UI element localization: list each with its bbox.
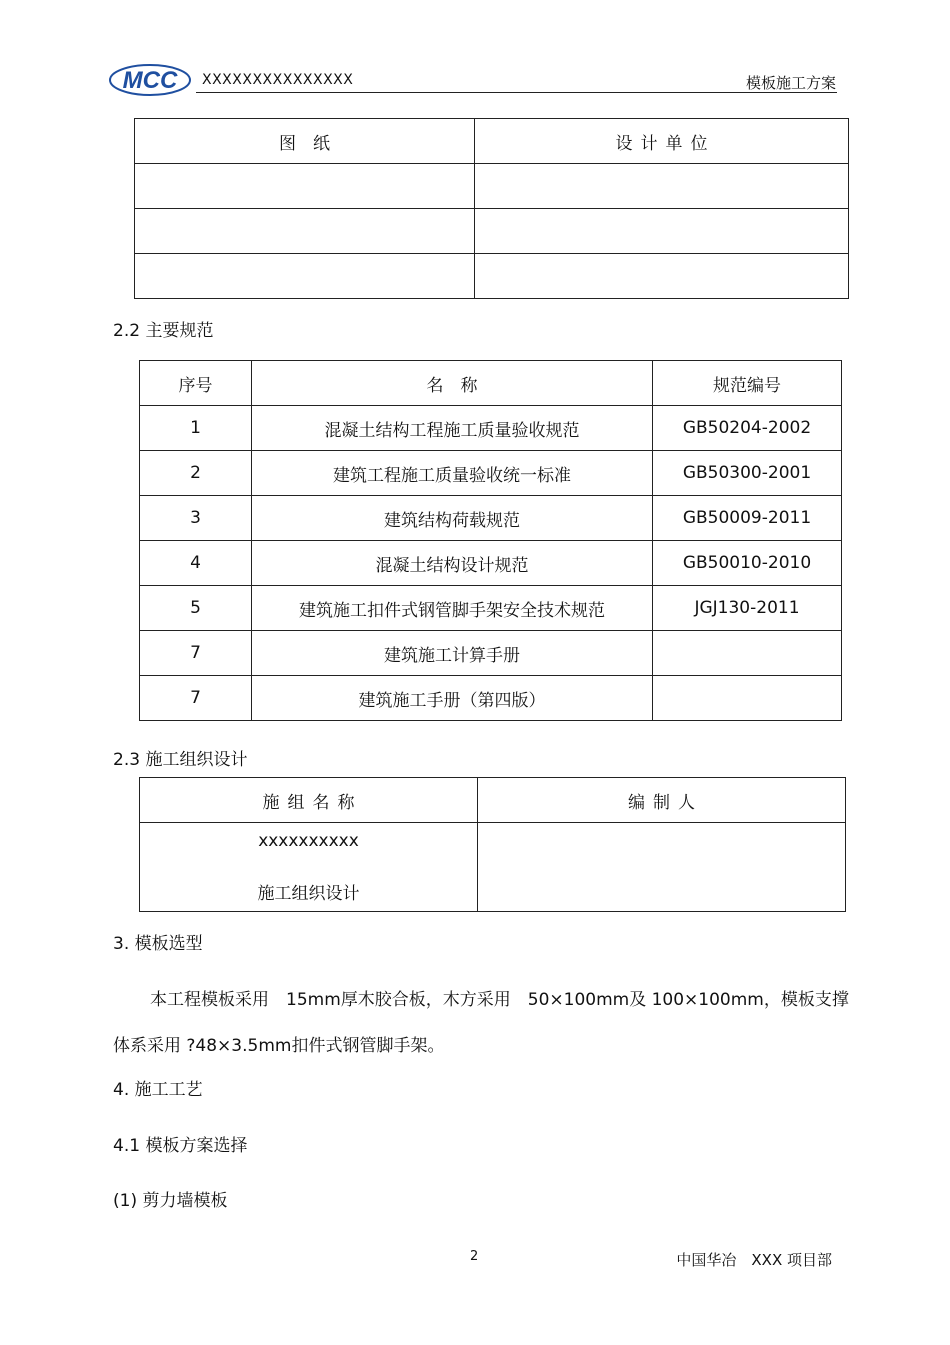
section-heading-2-2: 2.2 主要规范 <box>113 321 214 341</box>
section-heading-4: 4. 施工工艺 <box>113 1080 203 1100</box>
author-cell <box>478 823 846 912</box>
org-name-cell <box>140 823 478 912</box>
table-row: 4 混凝土结构设计规范 GB50010-2010 <box>140 541 842 586</box>
table-header-row <box>135 119 849 164</box>
table-header-row <box>140 778 846 823</box>
table-row: 5 建筑施工扣件式钢管脚手架安全技术规范 JGJ130-2011 <box>140 586 842 631</box>
table-row <box>135 209 849 254</box>
footer-org: 中国华冶 XXX 项目部 <box>676 1251 832 1269</box>
mcc-logo <box>108 63 192 97</box>
standards-table <box>139 360 842 721</box>
table-row <box>135 254 849 299</box>
table-row: 2 建筑工程施工质量验收统一标准 GB50300-2001 <box>140 451 842 496</box>
column-header-drawing: 图 纸 <box>135 119 475 164</box>
org-design-table <box>139 777 846 912</box>
table-row: 7 建筑施工计算手册 <box>140 631 842 676</box>
table-header-row <box>140 361 842 406</box>
table-row: 1 混凝土结构工程施工质量验收规范 GB50204-2002 <box>140 406 842 451</box>
org-name-line-2: 施工组织设计 <box>257 883 360 904</box>
table-row <box>135 164 849 209</box>
section-heading-3: 3. 模板选型 <box>113 934 203 954</box>
section-heading-2-3: 2.3 施工组织设计 <box>113 750 248 770</box>
paragraph-3-line-2: 体系采用 ?48×3.5mm扣件式钢管脚手架。 <box>113 1036 445 1056</box>
drawings-table <box>134 118 849 299</box>
page-number: 2 <box>470 1249 479 1264</box>
column-header-name: 名 称 <box>252 361 653 406</box>
header-project-name: XXXXXXXXXXXXXXX <box>202 72 354 88</box>
list-item-1: (1) 剪力墙模板 <box>113 1191 228 1211</box>
header-rule <box>196 92 837 93</box>
section-heading-4-1: 4.1 模板方案选择 <box>113 1136 248 1156</box>
column-header-author: 编制人 <box>478 778 846 823</box>
column-header-org-name: 施组名称 <box>140 778 478 823</box>
table-row <box>140 823 846 912</box>
table-row: 3 建筑结构荷载规范 GB50009-2011 <box>140 496 842 541</box>
column-header-code: 规范编号 <box>653 361 842 406</box>
table-row: 7 建筑施工手册（第四版） <box>140 676 842 721</box>
svg-text:MCC: MCC <box>122 67 178 94</box>
org-name-line-1: xxxxxxxxxx <box>258 830 359 851</box>
column-header-no: 序号 <box>140 361 252 406</box>
column-header-design-unit: 设计单位 <box>475 119 849 164</box>
paragraph-3-line-1: 本工程模板采用 15mm厚木胶合板，木方采用 50×100mm及 100×100mm，模板支撑 <box>150 990 849 1010</box>
header-doc-title: 模板施工方案 <box>745 74 836 92</box>
